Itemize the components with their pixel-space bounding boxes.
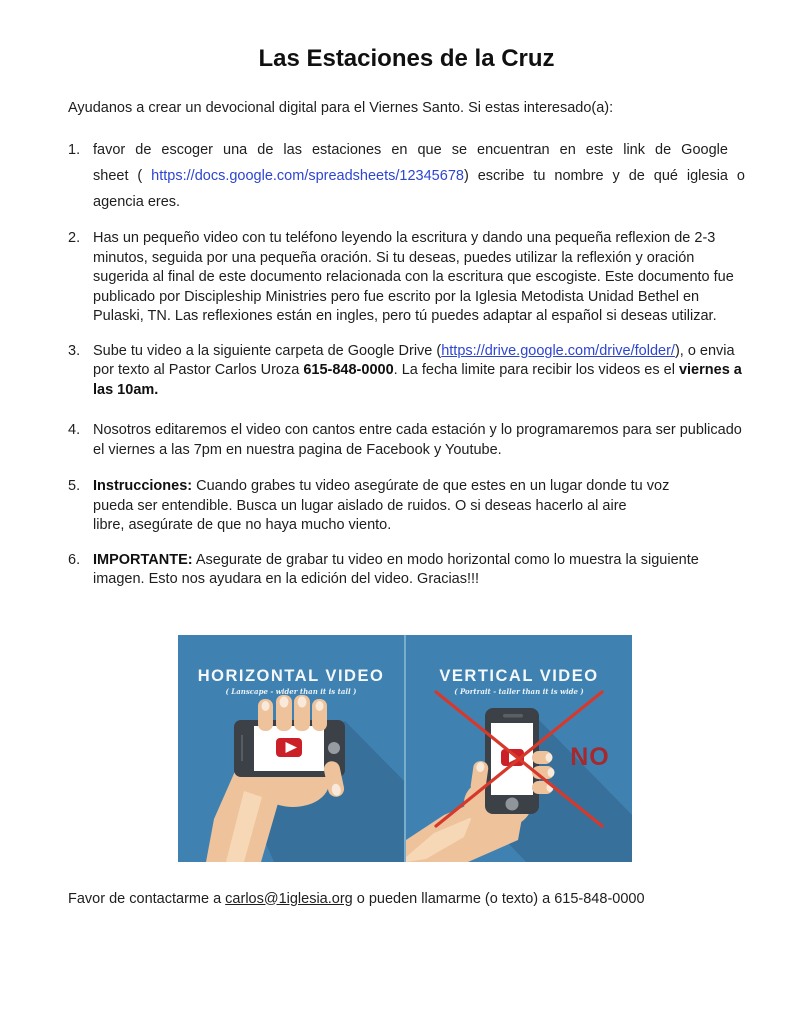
list-item-1-text — [93, 137, 745, 215]
list-item-3 — [68, 342, 745, 401]
text-segment: pueda ser entendible. Busca un lugar aislado de ruidos. O si deseas hacerlo al aire — [93, 497, 627, 514]
text-segment: sheet ( — [93, 168, 152, 184]
no-label: NO — [570, 742, 610, 771]
list-number-4: 4. — [68, 422, 81, 438]
home-button — [506, 797, 519, 810]
spreadsheet-link[interactable]: https://docs.google.com/spreadsheets/12345678 — [151, 168, 464, 184]
list-number-2: 2. — [68, 230, 81, 246]
list-number-3: 3. — [68, 342, 81, 359]
deadline-text: viernes a las 10am. — [93, 362, 742, 398]
text-segment: libre, asegúrate de que no haya mucho viento. — [93, 517, 392, 533]
list-number-6: 6. — [68, 551, 81, 568]
text-segment: Asegurate de grabar tu video en modo horizontal como lo muestra la siguiente imagen. Esto nos ayudara en la edición del video. Gracias!!! — [93, 551, 699, 587]
list-item-4-text: Nosotros editaremos el video con cantos entre cada estación y lo programaremos para ser publicado el viernes a las 7pm en nuestra pagina de Facebook y Youtube. — [93, 422, 742, 458]
horizontal-video-title: HORIZONTAL VIDEO — [197, 666, 385, 685]
youtube-play-icon — [276, 738, 302, 757]
camera-dot — [328, 742, 340, 754]
text-segment: Favor de contactarme a — [68, 890, 226, 907]
importante-label: IMPORTANTE: — [93, 551, 193, 568]
speaker-slot — [503, 714, 523, 718]
vertical-video-subtitle: ( Portrait - taller than it is wide ) — [454, 686, 584, 696]
list-item-4 — [68, 421, 745, 460]
text-segment: Sube tu video a la siguiente carpeta de Google Drive ( — [93, 342, 442, 359]
horizontal-video-panel — [178, 635, 404, 862]
vertical-phone — [485, 708, 539, 814]
list-number-1: 1. — [68, 142, 81, 158]
contact-line — [68, 889, 745, 909]
vertical-video-panel — [406, 635, 632, 862]
text-segment: ) escribe tu nombre y de qué iglesia o agencia eres. — [93, 168, 745, 210]
text-segment: o pueden llamarme (o texto) a 615-848-0000 — [352, 890, 645, 907]
list-item-6 — [68, 551, 745, 590]
pastor-phone-number: 615-848-0000 — [303, 362, 394, 378]
list-item-5 — [68, 477, 745, 536]
instrucciones-label: Instrucciones: — [93, 478, 193, 494]
text-segment: Cuando grabes tu video asegúrate de que estes en un lugar donde tu voz — [192, 478, 670, 494]
list-item-2 — [68, 229, 745, 327]
vertical-video-title: VERTICAL VIDEO — [439, 666, 599, 685]
page-title: Las Estaciones de la Cruz — [258, 45, 555, 72]
contact-email-link[interactable]: carlos@1iglesia.org — [225, 890, 353, 907]
list-item-1 — [68, 137, 745, 215]
text-segment: favor de escoger una de las estaciones en que se encuentran en este link de Google — [93, 142, 728, 158]
list-item-3-text — [93, 342, 745, 401]
horizontal-video-subtitle: ( Lanscape - wider than it is tall ) — [225, 686, 357, 696]
list-item-5-text — [93, 477, 745, 536]
text-segment: . La fecha limite para recibir los videos es el — [393, 362, 679, 378]
intro-paragraph: Ayudanos a crear un devocional digital para el Viernes Santo. Si estas interesado(a): — [68, 100, 614, 116]
list-item-6-text — [93, 551, 745, 590]
text-segment: ), o envia por texto al Pastor Carlos Uroza — [93, 342, 735, 378]
drive-folder-link[interactable]: https://drive.google.com/drive/folder/ — [441, 342, 675, 359]
list-number-5: 5. — [68, 478, 81, 494]
video-orientation-image[interactable] — [178, 635, 632, 862]
list-item-2-text: Has un pequeño video con tu teléfono leyendo la escritura y dando una pequeña reflexion de 2-3 minutos, seguida por una pequeña oración. Si tu deseas, puedes utilizar la reflexión y oración sugerida al final de este documento relacionada con la escritura que escogiste. Este documento fue publicado por Discipleship Ministries pero fue escrito por la Iglesia Metodista Unidad Bethel en Pulaski, TN. Las reflexiones están en ingles, pero tú puedes adaptar al español si deseas utilizar. — [93, 230, 734, 324]
